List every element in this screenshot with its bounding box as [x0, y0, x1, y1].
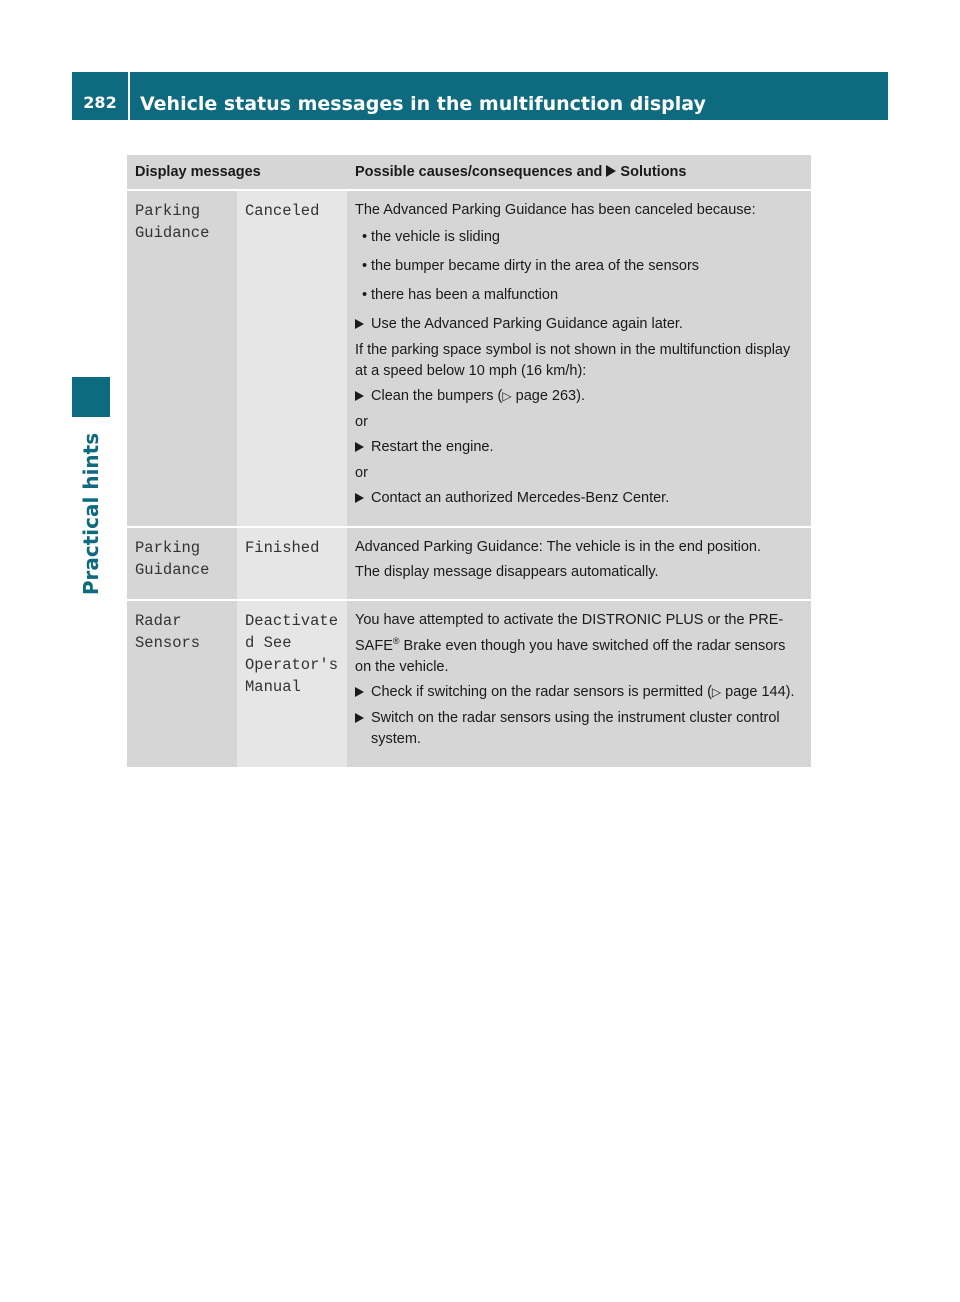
- message-text: Radar Sensors: [135, 612, 201, 652]
- bullet-item: • there has been a malfunction: [355, 285, 803, 306]
- intro-text-part: You have attempted to activate the DISTRONIC PLUS or the PRE-SAFE: [355, 612, 784, 654]
- state-cell: [237, 527, 347, 600]
- bullet-item: • the vehicle is sliding: [355, 227, 803, 248]
- right-triangle-icon: [355, 319, 364, 329]
- step-text: Restart the engine.: [371, 439, 494, 455]
- intro-text: The Advanced Parking Guidance has been canceled because:: [355, 202, 756, 218]
- right-triangle-icon: [355, 391, 364, 401]
- message-cell: [127, 190, 237, 527]
- instruction-step: [355, 708, 803, 750]
- instruction-step: [355, 488, 803, 509]
- header-solutions-label: Solutions: [620, 164, 687, 180]
- page-title: Vehicle status messages in the multifunction display: [130, 72, 888, 120]
- step-text: Check if switching on the radar sensors is permitted (: [371, 683, 712, 700]
- right-triangle-icon: [355, 687, 364, 697]
- state-cell: [237, 600, 347, 768]
- solution-text: Advanced Parking Guidance: The vehicle is in the end position.: [355, 539, 761, 555]
- step-text: Clean the bumpers (: [371, 388, 503, 404]
- instruction-step: [355, 437, 803, 458]
- instruction-step: [355, 682, 803, 703]
- solution-cell: [347, 600, 811, 768]
- registered-mark: ®: [392, 636, 400, 646]
- page-number: 282: [72, 72, 128, 120]
- right-triangle-icon: [355, 442, 364, 452]
- or-text: or: [355, 465, 368, 481]
- solution-cell: [347, 190, 811, 527]
- note-text: If the parking space symbol is not shown in the multifunction display at a speed below 10 mph (16 km/h):: [355, 342, 791, 379]
- step-text: page 263).: [511, 388, 585, 404]
- instruction-step: [355, 314, 803, 335]
- step-text: page 144).: [721, 683, 795, 700]
- message-text: Parking Guidance: [135, 539, 210, 579]
- message-cell: [127, 600, 237, 768]
- right-triangle-icon: [355, 713, 364, 723]
- instruction-step: [355, 386, 803, 407]
- step-text: Contact an authorized Mercedes-Benz Center.: [371, 490, 670, 506]
- solution-cell: [347, 527, 811, 600]
- table-row: [127, 190, 811, 527]
- page-ref-triangle-icon: ▷: [502, 389, 512, 403]
- state-cell: [237, 190, 347, 527]
- status-messages-table: [127, 155, 811, 769]
- or-text: or: [355, 414, 368, 430]
- step-text: Use the Advanced Parking Guidance again later.: [371, 316, 683, 332]
- table-row: [127, 527, 811, 600]
- intro-text: [355, 610, 803, 678]
- page-header: [72, 72, 888, 120]
- section-tab-label: Practical hints: [79, 432, 103, 596]
- header-causes-label: Possible causes/consequences and: [355, 164, 603, 180]
- state-text: Deactivate d See Operator's Manual: [245, 612, 339, 696]
- bullet-item: • the bumper became dirty in the area of the sensors: [355, 256, 803, 277]
- section-tab: [72, 424, 110, 604]
- step-text: Switch on the radar sensors using the instrument cluster control system.: [371, 709, 780, 747]
- solution-text: The display message disappears automatically.: [355, 564, 659, 580]
- state-text: Finished: [245, 539, 320, 557]
- header-display-messages: Display messages: [127, 155, 347, 190]
- table-header-row: [127, 155, 811, 190]
- header-solutions: [347, 155, 811, 190]
- message-text: Parking Guidance: [135, 202, 210, 242]
- message-cell: [127, 527, 237, 600]
- right-triangle-icon: [606, 165, 616, 177]
- section-tab-marker: [72, 377, 110, 417]
- right-triangle-icon: [355, 493, 364, 503]
- table-row: [127, 600, 811, 768]
- state-text: Canceled: [245, 202, 320, 220]
- page-ref-triangle-icon: ▷: [711, 684, 722, 699]
- intro-text-part: Brake even though you have switched off the radar sensors on the vehicle.: [355, 637, 786, 675]
